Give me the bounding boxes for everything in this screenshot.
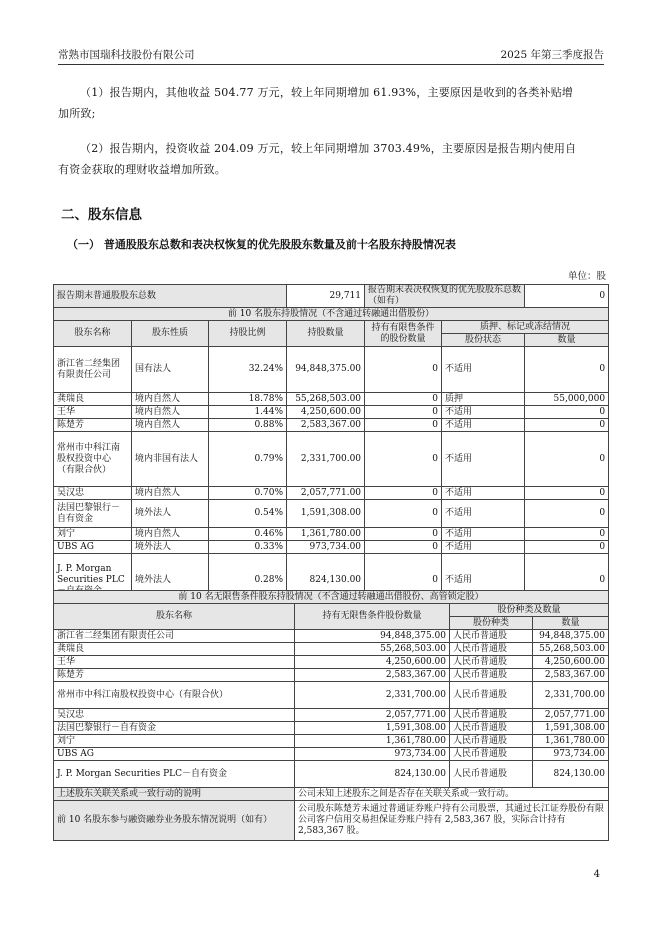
paragraph-line: 加所致; bbox=[58, 107, 96, 120]
table-row bbox=[54, 761, 609, 788]
cell-nature: 境内非国有法人 bbox=[132, 432, 209, 487]
table-row bbox=[54, 541, 609, 554]
cell-restricted: 0 bbox=[365, 406, 442, 419]
header-report-title: 2025 年第三季度报告 bbox=[500, 49, 604, 61]
col-header-ratio: 持股比例 bbox=[209, 321, 287, 347]
table-row bbox=[54, 432, 609, 487]
cell-pledge-qty: 0 bbox=[525, 500, 609, 528]
cell-name: 王华 bbox=[54, 406, 132, 419]
cell-pledge-qty: 0 bbox=[525, 406, 609, 419]
table-row bbox=[54, 682, 609, 709]
cell-qty: 1,361,780.00 bbox=[287, 528, 365, 541]
cell-type-qty: 2,583,367.00 bbox=[533, 669, 609, 682]
table-row bbox=[54, 406, 609, 419]
cell-unrestricted-qty: 94,848,375.00 bbox=[295, 630, 450, 643]
pref-label: 报告期末表决权恢复的优先股股东总数（如有） bbox=[365, 285, 525, 308]
cell-unrestricted-qty: 2,331,700.00 bbox=[295, 682, 450, 709]
cell-nature: 境内自然人 bbox=[132, 406, 209, 419]
cell-name: 刘宁 bbox=[54, 528, 132, 541]
cell-pledge-qty: 0 bbox=[525, 347, 609, 393]
cell-name: 龚瑞良 bbox=[54, 643, 295, 656]
cell-qty: 2,331,700.00 bbox=[287, 432, 365, 487]
cell-qty: 2,583,367.00 bbox=[287, 419, 365, 432]
cell-unrestricted-qty: 973,734.00 bbox=[295, 748, 450, 761]
cell-name: 吴汉忠 bbox=[54, 709, 295, 722]
cell-nature: 境内自然人 bbox=[132, 419, 209, 432]
col-header-restricted: 持有有限售条件的股份数量 bbox=[365, 321, 442, 347]
cell-restricted: 0 bbox=[365, 419, 442, 432]
cell-ratio: 0.54% bbox=[209, 500, 287, 528]
cell-type: 人民币普通股 bbox=[450, 735, 533, 748]
summary-value: 29,711 bbox=[287, 285, 365, 308]
cell-unrestricted-qty: 1,361,780.00 bbox=[295, 735, 450, 748]
cell-pledge-qty: 0 bbox=[525, 432, 609, 487]
top10-unrestricted-table bbox=[53, 590, 609, 841]
cell-type-qty: 55,268,503.00 bbox=[533, 643, 609, 656]
cell-type-qty: 2,331,700.00 bbox=[533, 682, 609, 709]
cell-pledge-qty: 0 bbox=[525, 554, 609, 607]
table-row bbox=[54, 393, 609, 406]
pref-value: 0 bbox=[525, 285, 609, 308]
col-header-type: 股份种类 bbox=[450, 617, 533, 630]
cell-name: J. P. Morgan Securities PLC bbox=[54, 554, 132, 607]
cell-unrestricted-qty: 4,250,600.00 bbox=[295, 656, 450, 669]
cell-name: 陈楚芳 bbox=[54, 669, 295, 682]
cell-qty: 824,130.00 bbox=[287, 554, 365, 607]
col-header-nature: 股东性质 bbox=[132, 321, 209, 347]
cell-type: 人民币普通股 bbox=[450, 643, 533, 656]
cell-name: J. P. Morgan Securities PLC－自有资金 bbox=[54, 761, 295, 788]
col-header-type-qty: 数量 bbox=[533, 617, 609, 630]
top10-shareholders-table bbox=[53, 284, 609, 607]
col-header-unrestricted-qty: 持有无限售条件股份数量 bbox=[295, 604, 450, 630]
cell-pledge-qty: 0 bbox=[525, 487, 609, 500]
paragraph-line: （1）报告期内，其他收益 504.77 万元，较上年同期增加 61.93%，主要原因是收到的各类补贴增 bbox=[80, 86, 574, 99]
cell-type: 人民币普通股 bbox=[450, 748, 533, 761]
table-row bbox=[54, 788, 609, 801]
table-row bbox=[54, 308, 609, 321]
cell-type-qty: 2,057,771.00 bbox=[533, 709, 609, 722]
header-row bbox=[54, 604, 609, 617]
cell-qty: 973,734.00 bbox=[287, 541, 365, 554]
cell-type-qty: 824,130.00 bbox=[533, 761, 609, 788]
col-header-name: 股东名称 bbox=[54, 604, 295, 630]
cell-type-qty: 973,734.00 bbox=[533, 748, 609, 761]
cell-qty: 4,250,600.00 bbox=[287, 406, 365, 419]
table-row bbox=[54, 347, 609, 393]
cell-nature: 境内自然人 bbox=[132, 528, 209, 541]
table-row bbox=[54, 748, 609, 761]
summary-label: 报告期末普通股股东总数 bbox=[54, 285, 287, 308]
cell-pledge-qty: 55,000,000 bbox=[525, 393, 609, 406]
cell-status: 不适用 bbox=[442, 528, 525, 541]
table-row bbox=[54, 656, 609, 669]
cell-type-qty: 1,591,308.00 bbox=[533, 722, 609, 735]
section-title: 二、股东信息 bbox=[61, 207, 142, 223]
cell-qty: 1,591,308.00 bbox=[287, 500, 365, 528]
cell-nature: 境内自然人 bbox=[132, 487, 209, 500]
cell-type: 人民币普通股 bbox=[450, 669, 533, 682]
unit-label: 单位：股 bbox=[567, 271, 606, 282]
cell-ratio: 0.33% bbox=[209, 541, 287, 554]
cell-qty: 2,057,771.00 bbox=[287, 487, 365, 500]
cell-restricted: 0 bbox=[365, 528, 442, 541]
header-row bbox=[54, 321, 609, 334]
cell-restricted: 0 bbox=[365, 487, 442, 500]
cell-ratio: 18.78% bbox=[209, 393, 287, 406]
cell-nature: 境外法人 bbox=[132, 541, 209, 554]
margin-label: 前 10 名股东参与融资融券业务股东情况说明（如有） bbox=[54, 801, 295, 841]
table-row bbox=[54, 630, 609, 643]
cell-qty: 94,848,375.00 bbox=[287, 347, 365, 393]
table-row bbox=[54, 709, 609, 722]
cell-type: 人民币普通股 bbox=[450, 630, 533, 643]
cell-type: 人民币普通股 bbox=[450, 761, 533, 788]
col-header-name: 股东名称 bbox=[54, 321, 132, 347]
margin-value: 公司股东陈楚芳未通过普通证券账户持有公司股票，其通过长江证券股份有限公司客户信用交易担保证券账户持有 2,583,367 股，实际合计持有 2,583,367 股。 bbox=[295, 801, 609, 841]
paragraph-line: （2）报告期内，投资收益 204.09 万元，较上年同期增加 3703.49%，主要原因是报告期内使用自 bbox=[80, 142, 577, 155]
cell-type: 人民币普通股 bbox=[450, 722, 533, 735]
header-company: 常熟市国瑞科技股份有限公司 bbox=[58, 49, 195, 61]
cell-pledge-qty: 0 bbox=[525, 419, 609, 432]
cell-status: 不适用 bbox=[442, 541, 525, 554]
cell-unrestricted-qty: 2,057,771.00 bbox=[295, 709, 450, 722]
cell-type-qty: 4,250,600.00 bbox=[533, 656, 609, 669]
table-row bbox=[54, 801, 609, 841]
table-row bbox=[54, 735, 609, 748]
cell-name: UBS AG bbox=[54, 748, 295, 761]
cell-status: 不适用 bbox=[442, 347, 525, 393]
cell-nature: 境外法人 bbox=[132, 500, 209, 528]
related-value: 公司未知上述股东之间是否存在关联关系或一致行动。 bbox=[295, 788, 609, 801]
cell-name: 王华 bbox=[54, 656, 295, 669]
table-row bbox=[54, 669, 609, 682]
col-header-pledge-qty: 数量 bbox=[525, 334, 609, 347]
cell-type: 人民币普通股 bbox=[450, 656, 533, 669]
top10-title: 前 10 名股东持股情况（不含通过转融通出借股份） bbox=[54, 308, 609, 321]
cell-restricted: 0 bbox=[365, 393, 442, 406]
cell-ratio: 1.44% bbox=[209, 406, 287, 419]
cell-name: 刘宁 bbox=[54, 735, 295, 748]
cell-ratio: 0.28% bbox=[209, 554, 287, 607]
cell-ratio: 0.46% bbox=[209, 528, 287, 541]
cell-name: 龚瑞良 bbox=[54, 393, 132, 406]
cell-qty: 55,268,503.00 bbox=[287, 393, 365, 406]
cell-unrestricted-qty: 824,130.00 bbox=[295, 761, 450, 788]
unrestricted-title: 前 10 名无限售条件股东持股情况（不含通过转融通出借股份、高管锁定股） bbox=[54, 591, 609, 604]
cell-type-qty: 1,361,780.00 bbox=[533, 735, 609, 748]
col-header-pledge-status: 股份状态 bbox=[442, 334, 525, 347]
section-subtitle: （一） 普通股股东总数和表决权恢复的优先股股东数量及前十名股东持股情况表 bbox=[67, 238, 456, 251]
cell-status: 不适用 bbox=[442, 487, 525, 500]
table-row bbox=[54, 500, 609, 528]
cell-status: 不适用 bbox=[442, 419, 525, 432]
cell-name: 法国巴黎银行－自有资金 bbox=[54, 722, 295, 735]
cell-pledge-qty: 0 bbox=[525, 528, 609, 541]
cell-ratio: 0.70% bbox=[209, 487, 287, 500]
cell-restricted: 0 bbox=[365, 541, 442, 554]
table-row bbox=[54, 722, 609, 735]
cell-status: 质押 bbox=[442, 393, 525, 406]
table-row bbox=[54, 528, 609, 541]
cell-name: UBS AG bbox=[54, 541, 132, 554]
cell-restricted: 0 bbox=[365, 347, 442, 393]
cell-status: 不适用 bbox=[442, 554, 525, 607]
cell-restricted: 0 bbox=[365, 432, 442, 487]
cell-name: 陈楚芳 bbox=[54, 419, 132, 432]
cell-status: 不适用 bbox=[442, 432, 525, 487]
cell-nature: 境内自然人 bbox=[132, 393, 209, 406]
page-number: 4 bbox=[593, 869, 600, 880]
table-row bbox=[54, 419, 609, 432]
cell-type-qty: 94,848,375.00 bbox=[533, 630, 609, 643]
table-row bbox=[54, 591, 609, 604]
cell-ratio: 0.88% bbox=[209, 419, 287, 432]
cell-ratio: 32.24% bbox=[209, 347, 287, 393]
page-header bbox=[58, 48, 604, 65]
cell-restricted: 0 bbox=[365, 554, 442, 607]
cell-unrestricted-qty: 1,591,308.00 bbox=[295, 722, 450, 735]
table-row bbox=[54, 285, 609, 308]
cell-pledge-qty: 0 bbox=[525, 541, 609, 554]
col-header-type-group: 股份种类及数量 bbox=[450, 604, 609, 617]
table-row bbox=[54, 643, 609, 656]
related-label: 上述股东关联关系或一致行动的说明 bbox=[54, 788, 295, 801]
table-row bbox=[54, 487, 609, 500]
cell-name: 法国巴黎银行－自有资金 bbox=[54, 500, 132, 528]
col-header-qty: 持股数量 bbox=[287, 321, 365, 347]
paragraph-other-income bbox=[58, 82, 604, 124]
paragraph-investment-income bbox=[58, 138, 604, 180]
cell-status: 不适用 bbox=[442, 406, 525, 419]
cell-name: 浙江省二经集团有限责任公司 bbox=[54, 630, 295, 643]
cell-name: 浙江省二经集团有限责任公司 bbox=[54, 347, 132, 393]
cell-name: 常州市中科江南股权投资中心（有限合伙） bbox=[54, 682, 295, 709]
cell-ratio: 0.79% bbox=[209, 432, 287, 487]
cell-type: 人民币普通股 bbox=[450, 709, 533, 722]
cell-unrestricted-qty: 2,583,367.00 bbox=[295, 669, 450, 682]
col-header-pledge-group: 质押、标记或冻结情况 bbox=[442, 321, 609, 334]
cell-nature: 国有法人 bbox=[132, 347, 209, 393]
cell-nature: 境外法人 bbox=[132, 554, 209, 607]
paragraph-line: 有资金获取的理财收益增加所致。 bbox=[58, 163, 226, 176]
cell-name: 吴汉忠 bbox=[54, 487, 132, 500]
cell-name: 常州市中科江南股权投资中心（有限合伙） bbox=[54, 432, 132, 487]
cell-type: 人民币普通股 bbox=[450, 682, 533, 709]
cell-unrestricted-qty: 55,268,503.00 bbox=[295, 643, 450, 656]
cell-status: 不适用 bbox=[442, 500, 525, 528]
cell-restricted: 0 bbox=[365, 500, 442, 528]
